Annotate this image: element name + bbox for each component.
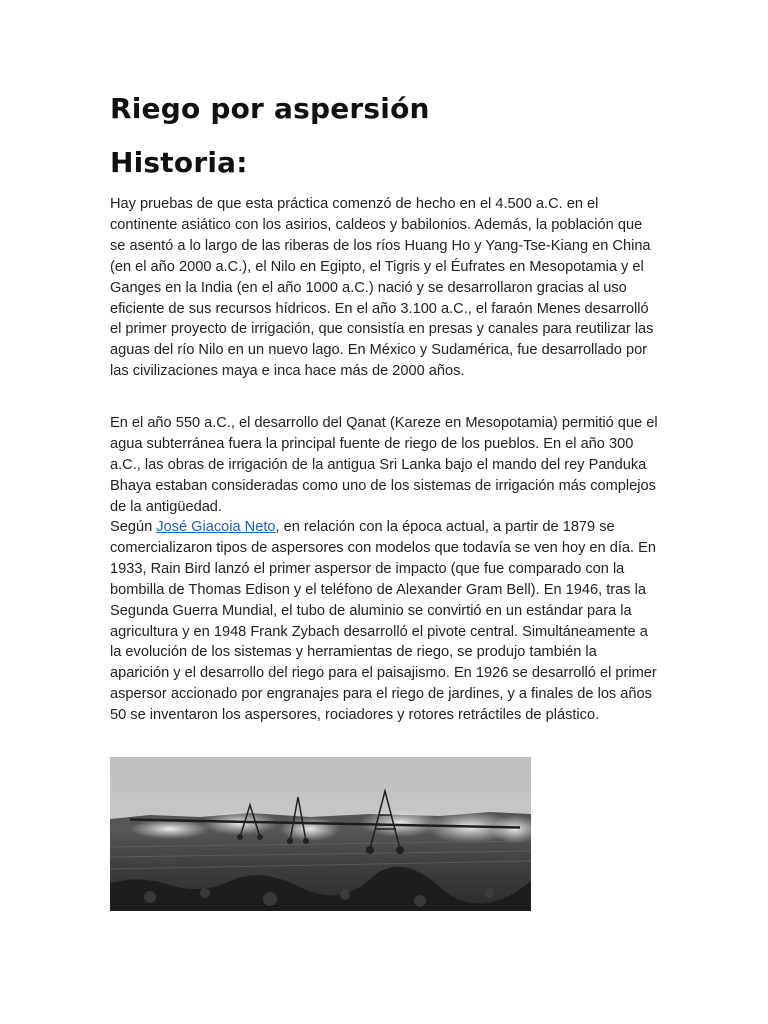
paragraph-1: Hay pruebas de que esta práctica comenzó de hecho en el 4.500 a.C. en el continente asiático con los asirios, caldeos y babilonios. Además, la población que se asentó a lo largo de las riberas de los ríos Huang Ho y Yang-Tse-Kiang en China (en el año 2000 a.C.), el Nilo en Egipto, el Tigris y el Éufrates en Mesopotamia y el Ganges en la India (en el año 1000 a.C.) nació y se desarrollaron gracias al uso eficiente de sus recursos hídricos. En el año 3.100 a.C., el faraón Menes desarrolló el primer proyecto de irrigación, que consistía en presas y canales para reutilizar las aguas del río Nilo en un nuevo lago. En México y Sudamérica, fue desarrollado por las civilizaciones maya e inca hace más de 2000 años. bbox=[110, 196, 654, 380]
irrigation-photo bbox=[110, 757, 531, 911]
paragraph-2: En el año 550 a.C., el desarrollo del Qanat (Kareze en Mesopotamia) permitió que el agua subterránea fuera la principal fuente de riego de los pueblos. En el año 300 a.C., las obras de irrigación de la antigua Sri Lanka bajo el mando del rey Panduka Bhaya estaban consideradas como uno de los sistemas de irrigación más complejos de la antigüedad. bbox=[110, 415, 658, 515]
paragraph-3 bbox=[110, 517, 658, 726]
paragraph-3-prefix: Según bbox=[110, 519, 157, 535]
document-title: Riego por aspersión bbox=[110, 92, 430, 125]
author-link[interactable]: José Giacoia Neto bbox=[156, 519, 276, 535]
paragraph-3-rest: , en relación con la época actual, a partir de 1879 se comercializaron tipos de aspersores con modelos que todavía se ven hoy en día. En 1933, Rain Bird lanzó el primer aspersor de impacto (que fue comparado con la bombilla de Thomas Edison y el teléfono de Alexander Gram Bell). En 1946, tras la Segunda Guerra Mundial, el tubo de aluminio se convirtió en un estándar para la agricultura y en 1948 Frank Zybach desarrolló el pivote central. Simultáneamente a la evolución de los sistemas y herramientas de riego, se produjo también la aparición y el desarrollo del riego para el paisajismo. En 1926 se desarrolló el primer aspersor accionado por engranajes para el riego de jardines, y a finales de los años 50 se inventaron los aspersores, rociadores y rotores retráctiles de plástico. bbox=[110, 519, 657, 724]
section-heading: Historia: bbox=[110, 146, 248, 179]
